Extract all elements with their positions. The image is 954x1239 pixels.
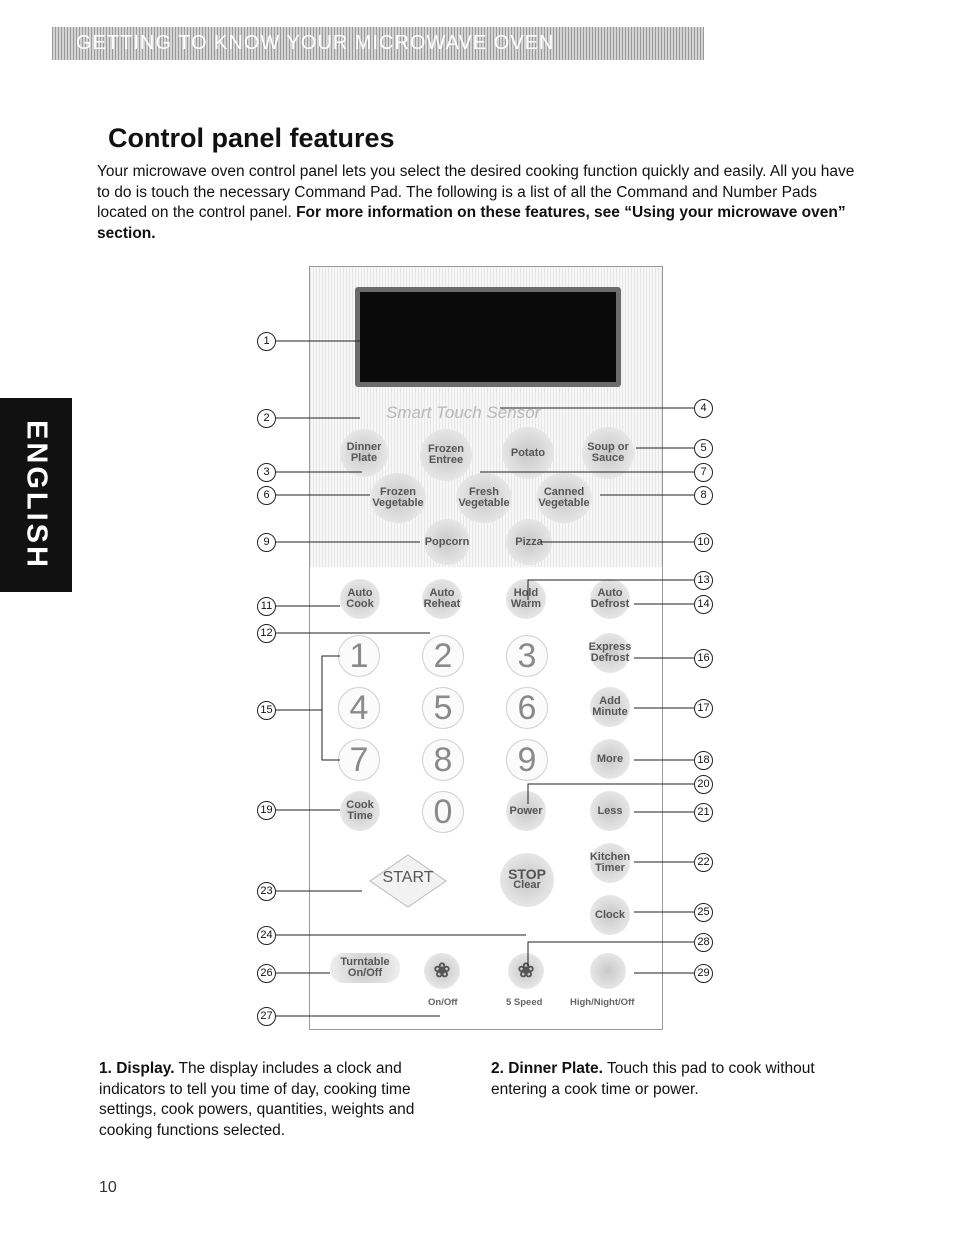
auto-defrost-pad: Auto Defrost bbox=[590, 579, 630, 619]
callout-16: 16 bbox=[694, 649, 713, 668]
auto-cook-pad: Auto Cook bbox=[340, 579, 380, 619]
five-speed-caption: 5 Speed bbox=[506, 997, 543, 1008]
language-tab-label: ENGLISH bbox=[20, 420, 53, 570]
callout-27: 27 bbox=[257, 1007, 276, 1026]
turntable-pad: Turntable On/Off bbox=[330, 953, 400, 983]
callout-12: 12 bbox=[257, 624, 276, 643]
vent-fan-icon: ❀ bbox=[424, 953, 460, 989]
intro-bold-text: For more information on these features, see “Using your microwave oven” section. bbox=[97, 204, 846, 242]
description-dinner-plate bbox=[491, 1059, 851, 1100]
soup-sauce-pad: Soup or Sauce bbox=[582, 427, 634, 479]
description-display-body: The display includes a clock and indicators to tell you time of day, cooking time settings, cook powers, quantities, weights and cooking functions selected. bbox=[99, 1060, 415, 1139]
number-pad-4: 4 bbox=[338, 687, 380, 729]
pizza-pad: Pizza bbox=[506, 519, 552, 565]
callout-10: 10 bbox=[694, 533, 713, 552]
stop-label: STOP bbox=[508, 866, 546, 882]
callout-8: 8 bbox=[694, 486, 713, 505]
callout-5: 5 bbox=[694, 439, 713, 458]
description-dinner-plate-title: 2. Dinner Plate. bbox=[491, 1060, 603, 1077]
number-pad-3: 3 bbox=[506, 635, 548, 677]
callout-7: 7 bbox=[694, 463, 713, 482]
power-pad: Power bbox=[506, 791, 546, 831]
callout-20: 20 bbox=[694, 775, 713, 794]
page-number: 10 bbox=[99, 1179, 117, 1196]
section-title: Control panel features bbox=[108, 123, 395, 153]
callout-3: 3 bbox=[257, 463, 276, 482]
less-pad: Less bbox=[590, 791, 630, 831]
number-pad-0: 0 bbox=[422, 791, 464, 833]
callout-4: 4 bbox=[694, 399, 713, 418]
callout-15: 15 bbox=[257, 701, 276, 720]
high-night-off-caption: High/Night/Off bbox=[570, 997, 635, 1008]
callout-9: 9 bbox=[257, 533, 276, 552]
callout-29: 29 bbox=[694, 964, 713, 983]
callout-14: 14 bbox=[694, 595, 713, 614]
kitchen-timer-pad: Kitchen Timer bbox=[590, 843, 630, 883]
brand-label: Smart Touch Sensor bbox=[386, 403, 541, 422]
auto-reheat-pad: Auto Reheat bbox=[422, 579, 462, 619]
intro-text: Your microwave oven control panel lets you select the desired cooking function quickly and easily. All you have to do is touch the necessary Command Pad. The following is a list of all the Command and Number Pads located on the control panel. bbox=[97, 163, 855, 221]
number-pad-1: 1 bbox=[338, 635, 380, 677]
number-pad-5: 5 bbox=[422, 687, 464, 729]
callout-2: 2 bbox=[257, 409, 276, 428]
fan-speed-icon: ❀ bbox=[508, 953, 544, 989]
description-display bbox=[99, 1059, 449, 1141]
frozen-vegetable-pad: Frozen Vegetable bbox=[370, 473, 426, 523]
callout-13: 13 bbox=[694, 571, 713, 590]
callout-11: 11 bbox=[257, 597, 276, 616]
potato-pad: Potato bbox=[502, 427, 554, 479]
on-off-caption: On/Off bbox=[428, 997, 458, 1008]
frozen-entree-pad: Frozen Entree bbox=[420, 429, 472, 481]
express-defrost-pad: Express Defrost bbox=[590, 633, 630, 673]
callout-28: 28 bbox=[694, 933, 713, 952]
hold-warm-pad: Hold Warm bbox=[506, 579, 546, 619]
description-display-title: 1. Display. bbox=[99, 1060, 175, 1077]
callout-17: 17 bbox=[694, 699, 713, 718]
section-banner: GETTING TO KNOW YOUR MICROWAVE OVEN bbox=[52, 27, 704, 60]
more-pad: More bbox=[590, 739, 630, 779]
clear-label: Clear bbox=[513, 879, 541, 891]
clock-pad: Clock bbox=[590, 895, 630, 935]
callout-19: 19 bbox=[257, 801, 276, 820]
callout-26: 26 bbox=[257, 964, 276, 983]
callout-1: 1 bbox=[257, 332, 276, 351]
callout-22: 22 bbox=[694, 853, 713, 872]
callout-25: 25 bbox=[694, 903, 713, 922]
description-dinner-plate-body: Touch this pad to cook without entering a cook time or power. bbox=[491, 1060, 815, 1098]
callout-24: 24 bbox=[257, 926, 276, 945]
popcorn-pad: Popcorn bbox=[424, 519, 470, 565]
number-pad-9: 9 bbox=[506, 739, 548, 781]
number-pad-8: 8 bbox=[422, 739, 464, 781]
number-pad-6: 6 bbox=[506, 687, 548, 729]
callout-21: 21 bbox=[694, 803, 713, 822]
dinner-plate-pad: Dinner Plate bbox=[340, 429, 388, 477]
callout-6: 6 bbox=[257, 486, 276, 505]
number-pad-7: 7 bbox=[338, 739, 380, 781]
canned-vegetable-pad: Canned Vegetable bbox=[536, 473, 592, 523]
number-pad-2: 2 bbox=[422, 635, 464, 677]
callout-23: 23 bbox=[257, 882, 276, 901]
callout-18: 18 bbox=[694, 751, 713, 770]
cook-time-pad: Cook Time bbox=[340, 791, 380, 831]
start-pad-label: START bbox=[382, 869, 434, 886]
add-minute-pad: Add Minute bbox=[590, 687, 630, 727]
fresh-vegetable-pad: Fresh Vegetable bbox=[456, 473, 512, 523]
